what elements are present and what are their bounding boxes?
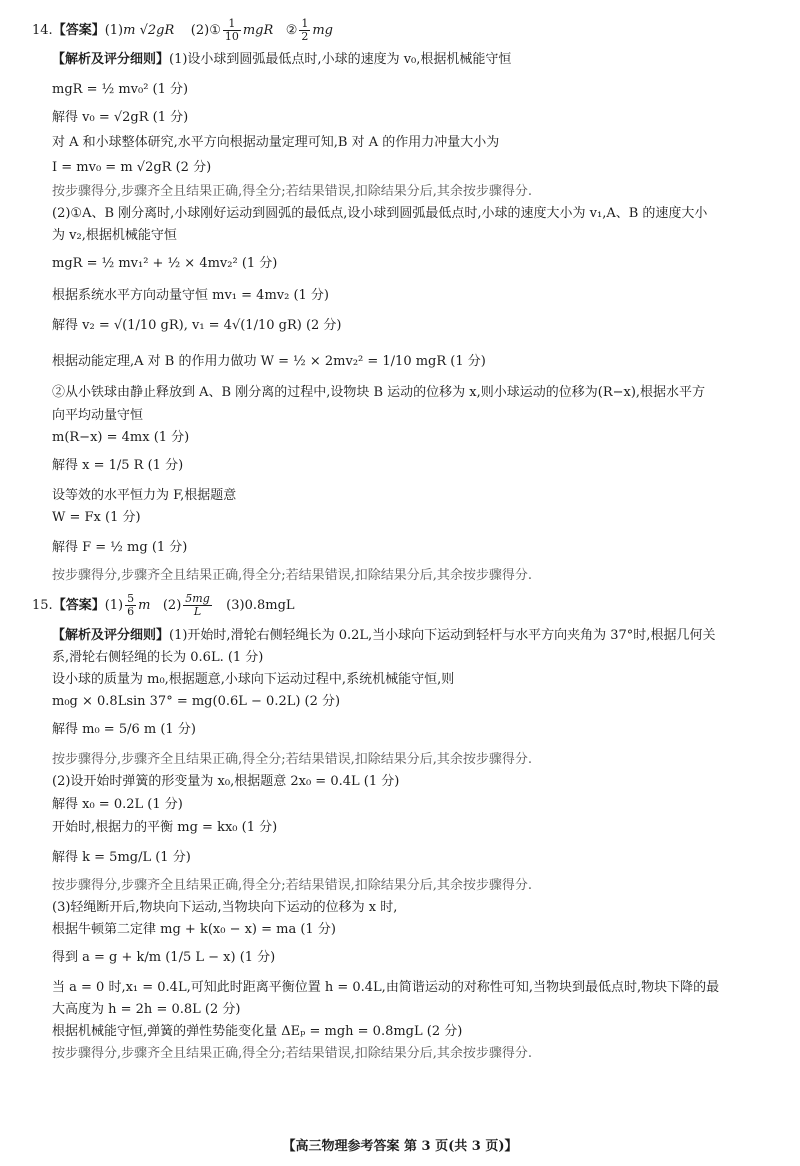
q14-line5: 根据系统水平方向动量守恒 mv₁ = 4mv₂ (1 分) <box>52 288 330 303</box>
q15-eq1: m₀g × 0.8Lsin 37° = mg(0.6L − 0.2L) (2 分) <box>52 694 341 709</box>
q14-text: (1)设小球到圆弧最低点时,小球的速度为 v₀,根据机械能守恒 <box>169 52 512 67</box>
q15-answer-p3: (3)0.8mgL <box>226 598 295 613</box>
q15-line8: 根据牛顿第二定律 mg + k(x₀ − x) = ma (1 分) <box>52 922 336 937</box>
q15-line3: 设小球的质量为 m₀,根据题意,小球向下运动过程中,系统机械能守恒,则 <box>52 672 455 687</box>
q15-grading3: 按步骤得分,步骤齐全且结果正确,得全分;若结果错误,扣除结果分后,其余按步骤得分. <box>52 1046 533 1061</box>
q14-eq8: 解得 x = 1/5 R (1 分) <box>52 458 184 473</box>
q15-line10: 大高度为 h = 2h = 0.8L (2 分) <box>52 1002 241 1017</box>
fraction-5-6: $\frac{5}{6}$ <box>127 592 135 618</box>
q14-eq1: mgR = ½ mv₀² (1 分) <box>52 82 189 97</box>
q15-number: 15. <box>32 598 53 613</box>
q14-answer-p3-expr: mg <box>312 23 334 38</box>
q14-grading1: 按步骤得分,步骤齐全且结果正确,得全分;若结果错误,扣除结果分后,其余按步骤得分. <box>52 184 533 199</box>
q14-answer-p3: ② <box>285 23 298 38</box>
q14-eq2: 解得 v₀ = √2gR (1 分) <box>52 110 189 125</box>
q15-answer-p1-expr: m <box>138 598 151 613</box>
q15-answer-p1: (1) <box>104 598 124 613</box>
q14-answer-p2-expr: mgR <box>242 23 274 38</box>
q14-eq6: 根据动能定理,A 对 B 的作用力做功 W = ½ × 2mv₂² = 1/10 mgR (1 分) <box>52 354 486 369</box>
q14-line7: 向平均动量守恒 <box>52 408 144 423</box>
q14-answer-p2: (2)① <box>190 23 221 38</box>
fraction-1-2: $\frac{1}{2}$ <box>301 17 309 43</box>
page-footer: 【高三物理参考答案 第 3 页(共 3 页)】 <box>282 1139 518 1154</box>
q14-answer-line <box>32 18 333 44</box>
q15-text: (1)开始时,滑轮右侧轻绳长为 0.2L,当小球向下运动到轻杆与水平方向夹角为 37°时,根据几何关 <box>169 628 716 643</box>
q14-eq10: 解得 F = ½ mg (1 分) <box>52 540 188 555</box>
q15-eq3: 解得 k = 5mg/L (1 分) <box>52 850 191 865</box>
q15-line2: 系,滑轮右侧轻绳的长为 0.6L. (1 分) <box>52 650 264 665</box>
q14-eq3: I = mv₀ = m √2gR (2 分) <box>52 160 212 175</box>
q14-eq5: 解得 v₂ = √(1/10 gR), v₁ = 4√(1/10 gR) (2 分) <box>52 318 342 333</box>
q14-answer-p1-expr: m √2gR <box>123 23 175 38</box>
q14-line8: 设等效的水平恒力为 F,根据题意 <box>52 488 237 503</box>
q15-grading2: 按步骤得分,步骤齐全且结果正确,得全分;若结果错误,扣除结果分后,其余按步骤得分. <box>52 878 533 893</box>
q15-analysis-line1 <box>52 626 715 646</box>
q15-line7: (3)轻绳断开后,物块向下运动,当物块向下运动的位移为 x 时, <box>52 900 398 915</box>
q15-line6: 开始时,根据力的平衡 mg = kx₀ (1 分) <box>52 820 278 835</box>
q14-analysis-tag: 【解析及评分细则】 <box>52 52 170 67</box>
q15-analysis-tag: 【解析及评分细则】 <box>52 628 170 643</box>
q14-answer-p1: (1) <box>104 23 124 38</box>
q15-line5: 解得 x₀ = 0.2L (1 分) <box>52 797 183 812</box>
fraction-1-10: $\frac{1}{10}$ <box>224 17 239 43</box>
q14-number: 14. <box>32 23 53 38</box>
q14-eq9: W = Fx (1 分) <box>52 510 141 525</box>
q15-answer-tag: 【答案】 <box>52 598 105 613</box>
q14-grading2: 按步骤得分,步骤齐全且结果正确,得全分;若结果错误,扣除结果分后,其余按步骤得分. <box>52 568 533 583</box>
fraction-5mg-l: $\frac{5mg}{L}$ <box>185 592 210 618</box>
q15-line11: 根据机械能守恒,弹簧的弹性势能变化量 ΔEₚ = mgh = 0.8mgL (2 分) <box>52 1024 463 1039</box>
q15-line4: (2)设开始时弹簧的形变量为 x₀,根据题意 2x₀ = 0.4L (1 分) <box>52 774 400 789</box>
q14-eq7: m(R−x) = 4mx (1 分) <box>52 430 190 445</box>
q14-line4: 为 v₂,根据机械能守恒 <box>52 228 177 243</box>
q15-line9: 当 a = 0 时,x₁ = 0.4L,可知此时距离平衡位置 h = 0.4L,由简谐运动的对称性可知,当物块到最低点时,物块下降的最 <box>52 980 720 995</box>
q14-line2: 对 A 和小球整体研究,水平方向根据动量定理可知,B 对 A 的作用力冲量大小为 <box>52 135 500 150</box>
q15-answer-p2: (2) <box>162 598 182 613</box>
q14-answer-tag: 【答案】 <box>52 23 105 38</box>
q15-eq4: 得到 a = g + k/m (1/5 L − x) (1 分) <box>52 950 276 965</box>
q14-line3: (2)①A、B 刚分离时,小球刚好运动到圆弧的最低点,设小球到圆弧最低点时,小球的速度大小为 v₁,A、B 的速度大小 <box>52 206 708 221</box>
q14-analysis-line1 <box>52 50 511 70</box>
q15-grading1: 按步骤得分,步骤齐全且结果正确,得全分;若结果错误,扣除结果分后,其余按步骤得分. <box>52 752 533 767</box>
q14-eq4: mgR = ½ mv₁² + ½ × 4mv₂² (1 分) <box>52 256 278 271</box>
q14-line6: ②从小铁球由静止释放到 A、B 刚分离的过程中,设物块 B 运动的位移为 x,则小球运动的位移为(R−x),根据水平方 <box>52 385 706 400</box>
q15-eq2: 解得 m₀ = 5/6 m (1 分) <box>52 722 196 737</box>
q15-answer-line <box>32 592 295 620</box>
